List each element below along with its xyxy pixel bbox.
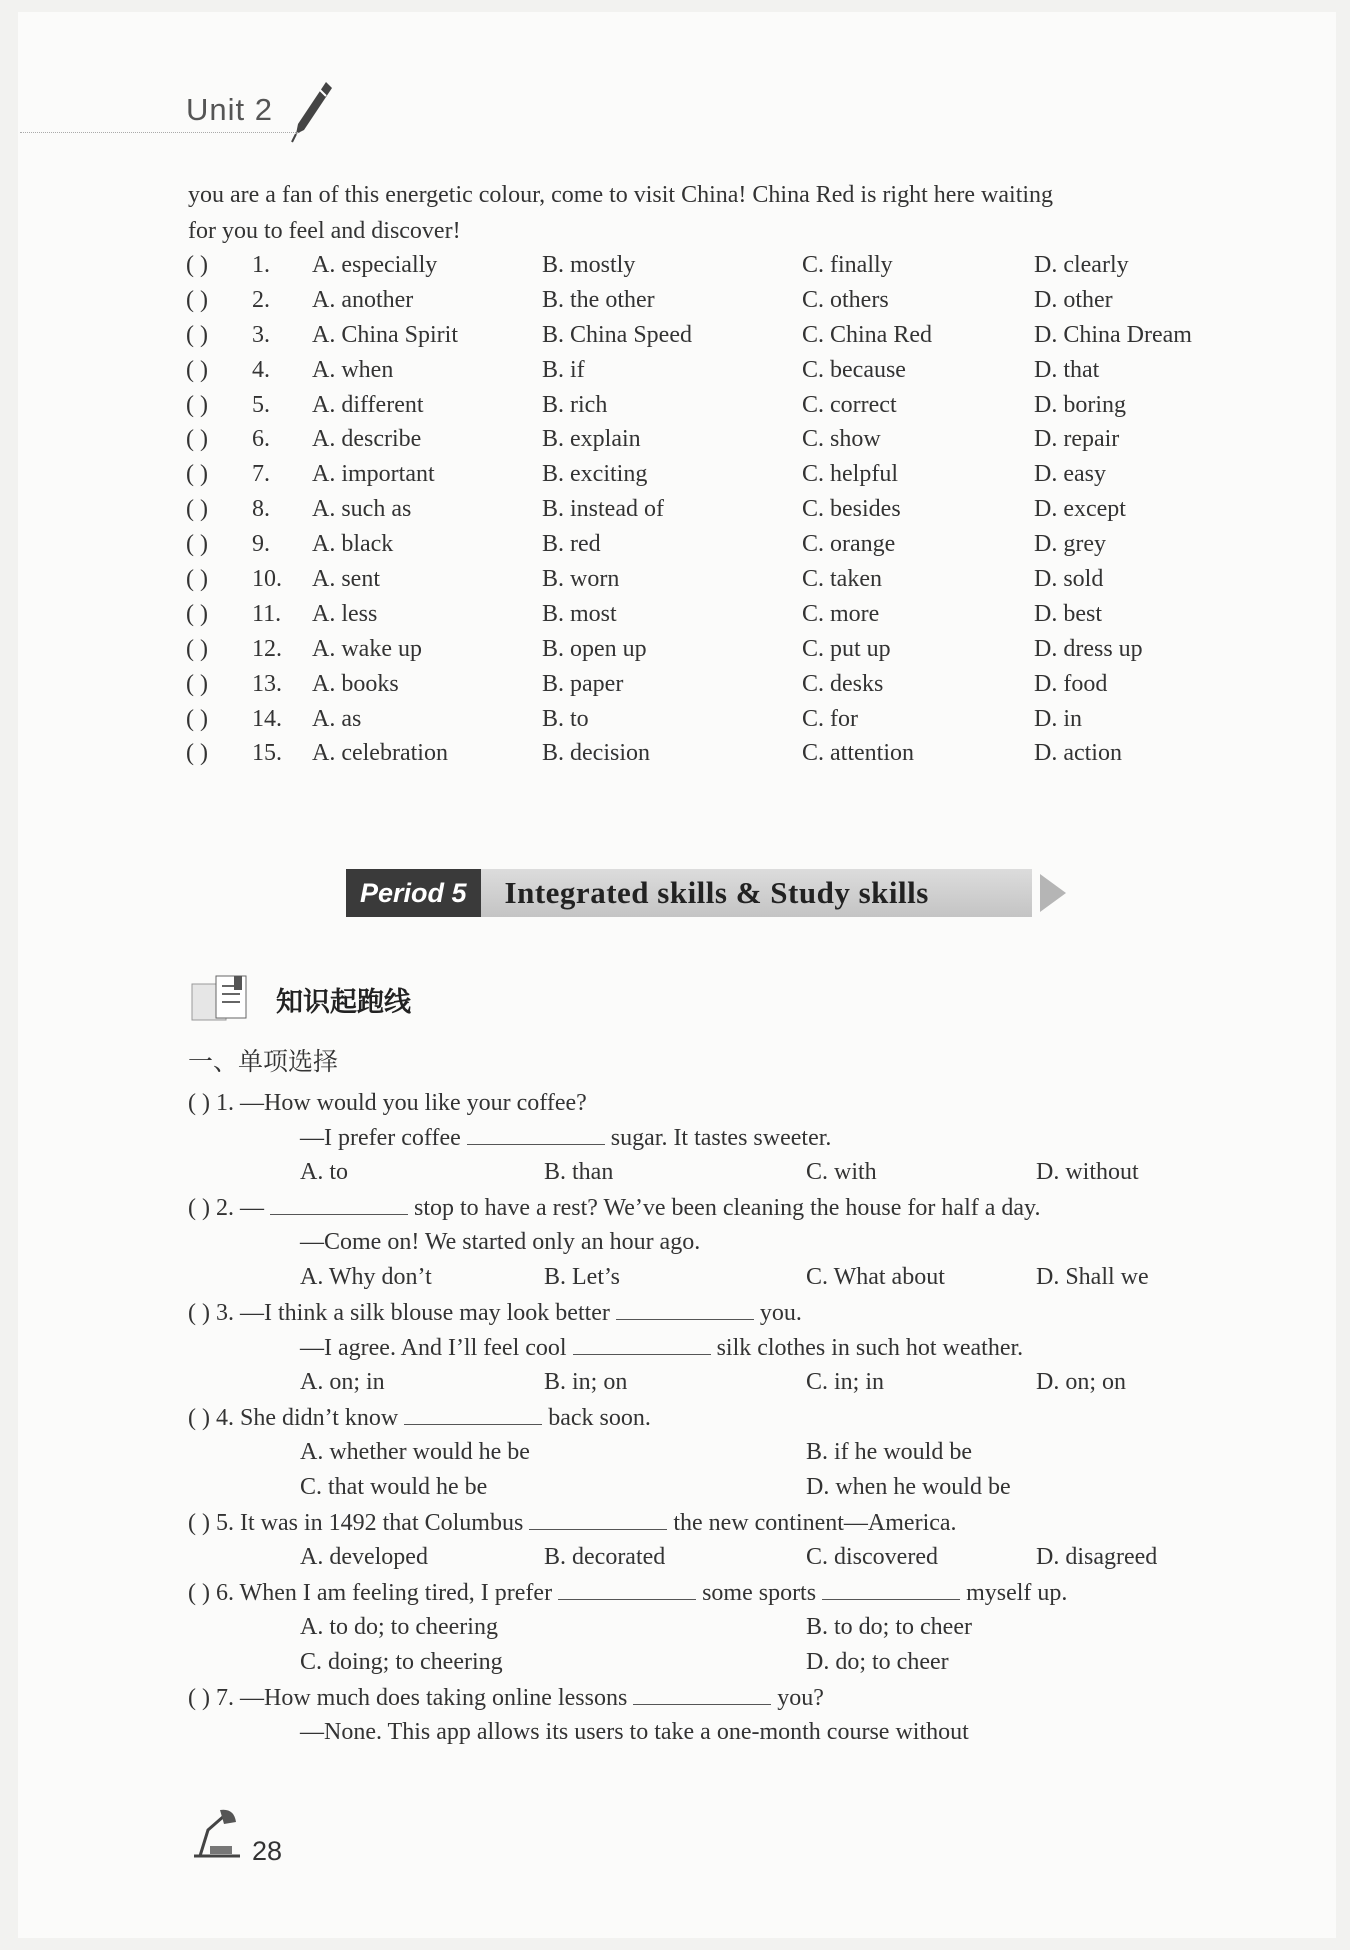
q6-stem-pre: ( ) 6. When I am feeling tired, I prefer — [188, 1580, 553, 1606]
option-b: B. red — [542, 531, 601, 558]
option-b: B. mostly — [542, 252, 636, 278]
option-b: B. to — [542, 705, 589, 732]
option-a: A. when — [312, 356, 394, 383]
q2-stem — [188, 1194, 1040, 1222]
cloze-row — [186, 740, 1246, 775]
option-c: C. taken — [802, 566, 882, 593]
option-b: B. worn — [542, 566, 620, 593]
option-d: D. action — [1034, 740, 1122, 767]
page-number: 28 — [252, 1836, 283, 1866]
option-c: C. because — [802, 356, 906, 383]
answer-paren[interactable]: ( ) — [186, 426, 208, 453]
answer-blank[interactable] — [822, 1579, 960, 1600]
cloze-row — [186, 706, 1246, 741]
option-d: D. boring — [1034, 391, 1126, 418]
q7-stem-post: you? — [777, 1685, 824, 1711]
option-a: A. describe — [312, 426, 422, 453]
answer-paren[interactable]: ( ) — [186, 286, 208, 313]
question-number: 7. — [252, 461, 270, 488]
answer-paren[interactable]: ( ) — [186, 670, 208, 697]
section-subtitle: 一、单项选择 — [188, 1047, 339, 1076]
answer-blank[interactable] — [404, 1404, 542, 1425]
q3-stem-post: you. — [759, 1300, 802, 1326]
answer-paren[interactable]: ( ) — [186, 461, 208, 488]
question-number: 13. — [252, 670, 282, 697]
period-banner — [346, 869, 1032, 917]
period-title: Integrated skills & Study skills — [481, 869, 1032, 917]
q2-option-b: B. Let’s — [544, 1264, 620, 1290]
passage-line-2: for you to feel and discover! — [188, 218, 461, 244]
q3-reply — [300, 1334, 1023, 1362]
option-b: B. open up — [542, 635, 647, 662]
q1-stem: ( ) 1. —How would you like your coffee? — [188, 1090, 587, 1116]
q6-option-b: B. to do; to cheer — [806, 1614, 972, 1640]
answer-paren[interactable]: ( ) — [186, 566, 208, 593]
question-number: 2. — [252, 286, 270, 313]
option-d: D. easy — [1034, 461, 1106, 488]
option-a: A. wake up — [312, 635, 422, 662]
option-d: D. except — [1034, 496, 1126, 523]
cloze-row — [186, 566, 1246, 601]
option-b: B. the other — [542, 286, 655, 313]
answer-blank[interactable] — [573, 1334, 711, 1355]
option-d: D. other — [1034, 286, 1113, 313]
cloze-row — [186, 496, 1246, 531]
unit-title: Unit 2 — [186, 92, 273, 127]
option-a: A. another — [312, 286, 414, 313]
option-c: C. besides — [802, 496, 901, 523]
q7-stem — [188, 1684, 824, 1712]
q4-option-c: C. that would he be — [300, 1474, 488, 1500]
option-a: A. sent — [312, 566, 380, 593]
q3-option-b: B. in; on — [544, 1369, 628, 1395]
q2-stem-pre: ( ) 2. — — [188, 1195, 264, 1221]
answer-paren[interactable]: ( ) — [186, 496, 208, 523]
option-b: B. rich — [542, 391, 608, 418]
answer-blank[interactable] — [633, 1684, 771, 1705]
answer-paren[interactable]: ( ) — [186, 531, 208, 558]
option-d: D. in — [1034, 705, 1082, 732]
answer-paren[interactable]: ( ) — [186, 600, 208, 627]
option-a: A. books — [312, 670, 399, 697]
option-d: D. China Dream — [1034, 321, 1192, 348]
passage-line-1: you are a fan of this energetic colour, come to visit China! China Red is right here waiting — [188, 182, 1054, 208]
q6-stem-post: myself up. — [966, 1580, 1068, 1606]
book-icon — [190, 974, 252, 1024]
q2-stem-post: stop to have a rest? We’ve been cleaning the house for half a day. — [413, 1195, 1041, 1221]
cloze-row — [186, 601, 1246, 636]
question-number: 8. — [252, 496, 270, 523]
q5-option-d: D. disagreed — [1036, 1544, 1158, 1570]
q4-option-d: D. when he would be — [806, 1474, 1011, 1500]
desk-lamp-icon — [190, 1806, 244, 1860]
option-c: C. desks — [802, 670, 884, 697]
question-number: 15. — [252, 740, 282, 767]
answer-paren[interactable]: ( ) — [186, 356, 208, 383]
cloze-row — [186, 357, 1246, 392]
q4-stem — [188, 1404, 651, 1432]
option-c: C. others — [802, 286, 889, 313]
question-number: 6. — [252, 426, 270, 453]
option-b: B. if — [542, 356, 585, 383]
question-number: 3. — [252, 321, 270, 348]
option-c: C. for — [802, 705, 858, 732]
option-b: B. most — [542, 600, 617, 627]
q5-option-b: B. decorated — [544, 1544, 666, 1570]
q3-option-c: C. in; in — [806, 1369, 885, 1395]
pen-icon — [290, 78, 334, 144]
cloze-row — [186, 426, 1246, 461]
q1-option-d: D. without — [1036, 1159, 1139, 1185]
cloze-row — [186, 531, 1246, 566]
q6-stem — [188, 1579, 1067, 1607]
q5-stem — [188, 1509, 957, 1537]
option-a: A. important — [312, 461, 435, 488]
q4-stem-pre: ( ) 4. She didn’t know — [188, 1405, 399, 1431]
cloze-row — [186, 461, 1246, 496]
q5-option-a: A. developed — [300, 1544, 428, 1570]
q2-option-c: C. What about — [806, 1264, 945, 1290]
q3-option-d: D. on; on — [1036, 1369, 1126, 1395]
option-c: C. put up — [802, 635, 891, 662]
q2-reply: —Come on! We started only an hour ago. — [300, 1229, 701, 1255]
q6-option-a: A. to do; to cheering — [300, 1614, 498, 1640]
section-title: 知识起跑线 — [276, 987, 411, 1018]
option-a: A. especially — [312, 252, 438, 278]
option-c: C. more — [802, 600, 880, 627]
q1-reply-pre: —I prefer coffee — [300, 1125, 461, 1151]
option-d: D. sold — [1034, 566, 1104, 593]
answer-paren[interactable]: ( ) — [186, 321, 208, 348]
option-a: A. as — [312, 705, 362, 732]
q4-option-a: A. whether would he be — [300, 1439, 530, 1465]
question-number: 9. — [252, 531, 270, 558]
answer-paren[interactable]: ( ) — [186, 635, 208, 662]
cloze-row — [186, 671, 1246, 706]
cloze-row — [186, 322, 1246, 357]
answer-blank[interactable] — [529, 1509, 667, 1530]
q5-option-c: C. discovered — [806, 1544, 938, 1570]
q3-reply-pre: —I agree. And I’ll feel cool — [300, 1335, 567, 1361]
answer-blank[interactable] — [467, 1124, 605, 1145]
answer-paren[interactable]: ( ) — [186, 740, 208, 767]
option-c: C. correct — [802, 391, 897, 418]
option-c: C. attention — [802, 740, 914, 767]
option-a: A. celebration — [312, 740, 448, 767]
option-b: B. explain — [542, 426, 641, 453]
q3-stem — [188, 1299, 802, 1327]
header-divider — [20, 132, 300, 133]
option-b: B. paper — [542, 670, 624, 697]
option-d: D. best — [1034, 600, 1102, 627]
q6-stem-mid: some sports — [702, 1580, 817, 1606]
option-a: A. less — [312, 600, 378, 627]
cloze-row — [186, 287, 1246, 322]
question-number: 10. — [252, 566, 282, 593]
q3-reply-post: silk clothes in such hot weather. — [716, 1335, 1024, 1361]
option-d: D. grey — [1034, 531, 1106, 558]
answer-paren[interactable]: ( ) — [186, 252, 208, 278]
q3-option-a: A. on; in — [300, 1369, 385, 1395]
answer-blank[interactable] — [558, 1579, 696, 1600]
cloze-options — [186, 252, 1246, 775]
answer-blank[interactable] — [270, 1194, 408, 1215]
q2-option-a: A. Why don’t — [300, 1264, 432, 1290]
option-b: B. instead of — [542, 496, 664, 523]
q4-stem-post: back soon. — [548, 1405, 651, 1431]
answer-paren[interactable]: ( ) — [186, 391, 208, 418]
q7-reply: —None. This app allows its users to take a one-month course without — [300, 1719, 969, 1745]
option-c: C. China Red — [802, 321, 932, 348]
option-b: B. decision — [542, 740, 650, 767]
answer-blank[interactable] — [616, 1299, 754, 1320]
q3-stem-pre: ( ) 3. —I think a silk blouse may look better — [188, 1300, 610, 1326]
option-c: C. orange — [802, 531, 896, 558]
q5-stem-pre: ( ) 5. It was in 1492 that Columbus — [188, 1510, 524, 1536]
option-d: D. clearly — [1034, 252, 1129, 278]
option-d: D. dress up — [1034, 635, 1143, 662]
banner-arrow-icon — [1040, 874, 1066, 912]
answer-paren[interactable]: ( ) — [186, 705, 208, 732]
option-a: A. black — [312, 531, 394, 558]
option-a: A. different — [312, 391, 424, 418]
option-a: A. such as — [312, 496, 412, 523]
q1-option-c: C. with — [806, 1159, 877, 1185]
q7-stem-pre: ( ) 7. —How much does taking online lessons — [188, 1685, 628, 1711]
q1-reply-post: sugar. It tastes sweeter. — [610, 1125, 832, 1151]
option-d: D. that — [1034, 356, 1100, 383]
cloze-row — [186, 392, 1246, 427]
option-c: C. finally — [802, 252, 893, 278]
option-c: C. helpful — [802, 461, 898, 488]
q1-reply — [300, 1124, 831, 1152]
q5-stem-post: the new continent—America. — [673, 1510, 957, 1536]
question-number: 14. — [252, 705, 282, 732]
option-d: D. repair — [1034, 426, 1120, 453]
question-number: 11. — [252, 600, 282, 627]
option-b: B. China Speed — [542, 321, 692, 348]
period-label: Period 5 — [346, 869, 481, 917]
q4-option-b: B. if he would be — [806, 1439, 972, 1465]
question-number: 5. — [252, 391, 270, 418]
question-number: 4. — [252, 356, 270, 383]
q2-option-d: D. Shall we — [1036, 1264, 1149, 1290]
q1-option-a: A. to — [300, 1159, 348, 1185]
q6-option-c: C. doing; to cheering — [300, 1649, 503, 1675]
option-c: C. show — [802, 426, 881, 453]
question-number: 12. — [252, 635, 282, 662]
q6-option-d: D. do; to cheer — [806, 1649, 949, 1675]
option-d: D. food — [1034, 670, 1108, 697]
q1-option-b: B. than — [544, 1159, 614, 1185]
cloze-row — [186, 252, 1246, 287]
cloze-row — [186, 636, 1246, 671]
option-a: A. China Spirit — [312, 321, 459, 348]
question-number: 1. — [252, 252, 270, 278]
option-b: B. exciting — [542, 461, 648, 488]
